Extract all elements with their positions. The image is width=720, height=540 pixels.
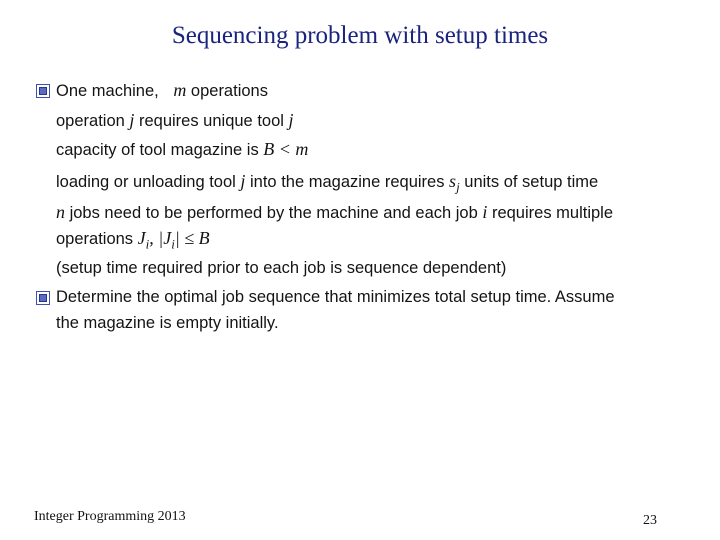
text: operation xyxy=(56,112,130,130)
line-loading-setup xyxy=(56,171,598,197)
math-var: m xyxy=(173,80,187,100)
math-var: i xyxy=(482,202,488,222)
bullet-square-icon xyxy=(36,291,50,305)
bullet-determine-line1: Determine the optimal job sequence that minimizes total setup time. Assume xyxy=(56,288,615,306)
line-setup-note: (setup time required prior to each job is sequence dependent) xyxy=(56,259,507,277)
math-text: | ≤ xyxy=(174,228,199,248)
text: units of setup time xyxy=(459,173,599,191)
math-var: j xyxy=(288,110,294,130)
line-magazine-capacity xyxy=(56,139,308,160)
text: capacity of tool magazine is xyxy=(56,141,264,159)
math-var: j xyxy=(129,110,135,130)
text: into the magazine requires xyxy=(245,173,450,191)
math-expr: B < m xyxy=(263,139,309,159)
page-number: 23 xyxy=(643,513,657,528)
bullet-square-icon xyxy=(36,84,50,98)
text: requires multiple xyxy=(487,204,614,222)
footer-course: Integer Programming 2013 xyxy=(34,509,186,524)
line-operation-tool xyxy=(56,110,294,131)
math-var: J xyxy=(163,228,172,248)
text: jobs need to be performed by the machine and each job xyxy=(65,204,483,222)
text: operations xyxy=(186,82,268,100)
line-jobs xyxy=(56,202,613,223)
slide-title: Sequencing problem with setup times xyxy=(171,22,549,49)
math-var: j xyxy=(240,171,246,191)
text: loading or unloading tool xyxy=(56,173,241,191)
line-operations-set xyxy=(56,228,210,254)
math-var: s xyxy=(449,171,457,191)
bullet-determine-line2: the magazine is empty initially. xyxy=(56,314,279,332)
bullet-one-machine xyxy=(56,80,268,101)
math-subscript: i xyxy=(171,236,175,252)
math-var: J xyxy=(137,228,146,248)
text: operations xyxy=(56,230,138,248)
text: requires unique tool xyxy=(134,112,289,130)
math-text: , | xyxy=(149,228,164,248)
math-var: n xyxy=(56,202,65,222)
math-var: B xyxy=(198,228,210,248)
math-subscript: j xyxy=(456,179,460,195)
text: One machine, xyxy=(56,82,159,100)
math-subscript: i xyxy=(145,236,150,252)
